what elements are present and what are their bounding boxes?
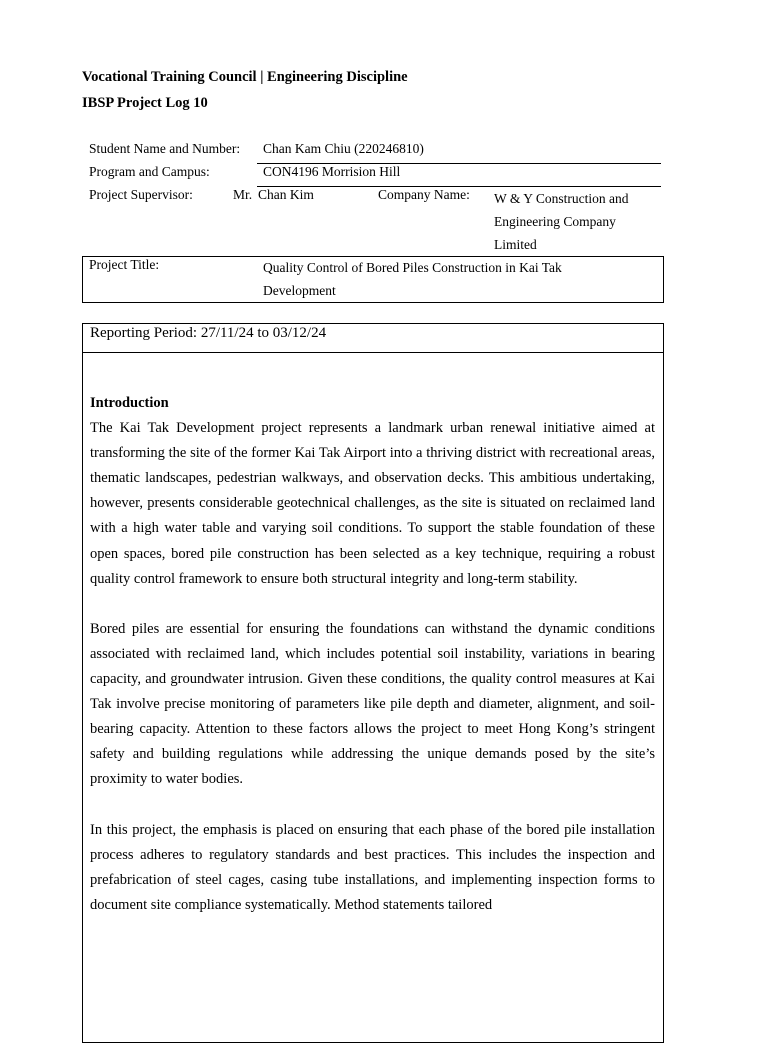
paragraph: Bored piles are essential for ensuring the foundations can withstand the dynamic conditions associated with reclaimed land, which includes potential soil instability, variations in bearing capacity, and groundwater intrusion. Given these conditions, the quality control measures at Kai Tak involve precise monitoring of parameters like pile depth and diameter, alignment, and soil-bearing capacity. Attention to these factors allows the project to meet Hong Kong’s stringent safety and building regulations while addressing the unique demands posed by the site’s proximity to water bodies. (90, 620, 655, 788)
supervisor-label: Project Supervisor: (89, 187, 193, 202)
student-name-value: Chan Kam Chiu (220246810) (263, 141, 424, 156)
student-name-label: Student Name and Number: (89, 141, 241, 156)
company-value-line: Engineering Company (494, 214, 616, 229)
company-value-line: W & Y Construction and (494, 191, 629, 206)
organization-title: Vocational Training Council | Engineering Discipline (82, 69, 408, 85)
company-label: Company Name: (378, 187, 470, 202)
reporting-period: Reporting Period: 27/11/24 to 03/12/24 (90, 325, 327, 341)
supervisor-value: Chan Kim (258, 187, 314, 202)
report-content (90, 391, 655, 943)
supervisor-prefix: Mr. (233, 187, 253, 202)
company-value-line: Limited (494, 237, 537, 252)
project-log-title: IBSP Project Log 10 (82, 95, 208, 111)
company-value (494, 187, 629, 256)
paragraph: In this project, the emphasis is placed on ensuring that each phase of the bored pile installation process adheres to regulatory standards and best practices. This includes the inspection and prefabrication of steel cages, casing tube installations, and implementing inspection forms to document site compliance systematically. Method statements tailored (90, 821, 655, 913)
project-title-label: Project Title: (89, 257, 160, 272)
program-label: Program and Campus: (89, 164, 210, 179)
reporting-period-header (83, 324, 663, 353)
section-heading: Introduction (90, 395, 169, 411)
paragraph: The Kai Tak Development project represents a landmark urban renewal initiative aimed at transforming the site of the former Kai Tak Airport into a thriving district with recreational areas, thematic landscapes, pedestrian walkways, and observation decks. This ambitious undertaking, however, presents considerable geotechnical challenges, as the site is situated on reclaimed land with a high water table and varying soil conditions. To support the stable foundation of these open spaces, bored pile construction has been selected as a key technique, requiring a robust quality control framework to ensure both structural integrity and long-term stability. (90, 420, 655, 587)
project-title-box (82, 256, 664, 303)
reporting-box (82, 323, 664, 1043)
program-value: CON4196 Morrision Hill (263, 164, 401, 179)
project-title-value: Quality Control of Bored Piles Construction in Kai Tak Development (263, 260, 562, 298)
